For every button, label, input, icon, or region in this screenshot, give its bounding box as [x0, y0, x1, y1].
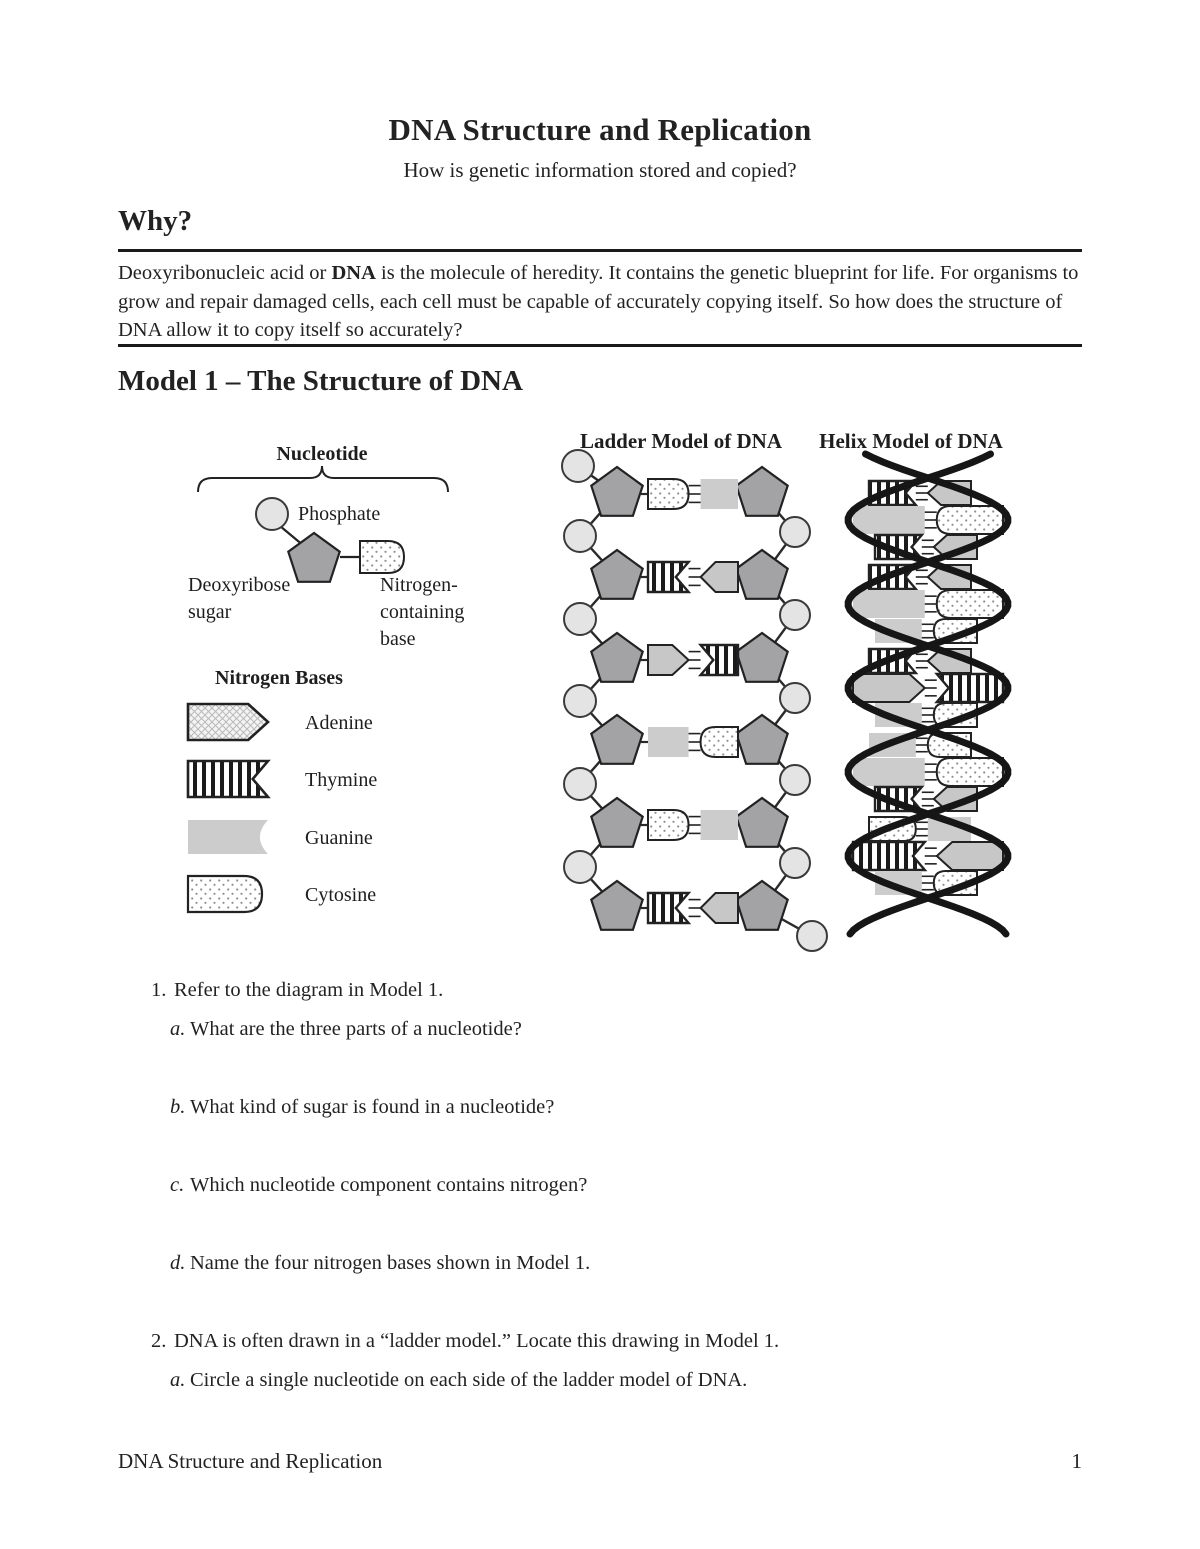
base-shape-C [937, 758, 1003, 786]
why-intro: Deoxyribonucleic acid or [118, 262, 332, 284]
nucleotide-diagram [188, 443, 464, 650]
phosphate-circle [780, 848, 810, 878]
questions-section [118, 976, 1084, 1444]
sugar-label: sugar [188, 601, 232, 623]
question-sub-text: What are the three parts of a nucleotide? [190, 1018, 522, 1040]
page-title: DNA Structure and Replication [388, 112, 812, 147]
base-pair-GC [648, 727, 738, 757]
phosphate-circle [780, 517, 810, 547]
question-sub-text: Name the four nitrogen bases shown in Model 1. [190, 1252, 591, 1274]
phosphate-circle [564, 603, 596, 635]
sugar-pentagon [736, 550, 787, 599]
question-number: 1. [151, 979, 167, 1001]
nucleotide-title: Nucleotide [276, 443, 368, 465]
model1-figure [100, 428, 1100, 976]
base-shape-A [701, 562, 738, 592]
ladder-model [562, 429, 827, 951]
base-shape-G [188, 820, 268, 854]
question-item [118, 976, 1084, 1004]
base-shape-T [701, 645, 738, 675]
why-paragraph [118, 259, 1084, 345]
question-sub-text: Which nucleotide component contains nitrogen? [190, 1174, 588, 1196]
legend-label: Guanine [305, 827, 373, 849]
base-pair-AT [853, 674, 1003, 702]
base-shape-A [701, 893, 738, 923]
base-pair-TA [648, 893, 738, 923]
question-item [118, 1327, 1084, 1355]
sugar-label: Deoxyribose [188, 574, 291, 596]
divider-rule-top [118, 249, 1082, 252]
model1-diagram [100, 428, 1100, 976]
phosphate-circle [564, 851, 596, 883]
base-shape-C [648, 810, 689, 840]
legend-item-adenine [188, 704, 373, 740]
base-pair-AT [648, 645, 738, 675]
phosphate-circle [780, 765, 810, 795]
legend-item-cytosine [188, 876, 376, 912]
base-label: containing [380, 601, 465, 623]
base-shape-A [188, 704, 268, 740]
legend-item-guanine [188, 820, 373, 854]
question-sub-letter: a. [170, 1018, 186, 1040]
question-number: 2. [151, 1330, 167, 1352]
phosphate-circle [797, 921, 827, 951]
base-pair-TA [648, 562, 738, 592]
page-footer [118, 1449, 1082, 1474]
base-shape-G [853, 758, 925, 786]
base-label: base [380, 628, 416, 650]
base-shape-A [648, 645, 689, 675]
base-shape-C [360, 541, 404, 573]
phosphate-circle [780, 600, 810, 630]
phosphate-circle [256, 498, 288, 530]
question-sub-letter: a. [170, 1369, 186, 1391]
base-shape-G [648, 727, 689, 757]
question-sub-item [170, 1093, 1084, 1121]
base-shape-G [853, 590, 925, 618]
legend-label: Cytosine [305, 884, 377, 906]
footer-title: DNA Structure and Replication [118, 1449, 383, 1473]
base-shape-C [937, 506, 1003, 534]
question-sub-item [170, 1249, 1084, 1277]
base-shape-A [853, 674, 925, 702]
sugar-pentagon [736, 798, 787, 847]
phosphate-circle [564, 685, 596, 717]
question-sub-item [170, 1171, 1084, 1199]
base-pair-GC [853, 758, 1003, 786]
model1-heading: Model 1 – The Structure of DNA [118, 365, 523, 397]
base-pair-GC [853, 590, 1003, 618]
legend-label: Adenine [305, 712, 373, 734]
legend-label: Thymine [305, 769, 378, 791]
phosphate-label: Phosphate [298, 503, 381, 525]
question-sub-text: What kind of sugar is found in a nucleotide? [190, 1096, 555, 1118]
nucleotide-brace [198, 466, 448, 492]
question-sub-text: Circle a single nucleotide on each side of the ladder model of DNA. [190, 1369, 748, 1391]
base-shape-C [188, 876, 262, 912]
footer-page-number: 1 [1071, 1449, 1082, 1473]
base-pair-CG [648, 479, 738, 509]
base-shape-C [937, 590, 1003, 618]
base-shape-G [701, 810, 738, 840]
helix-model [819, 429, 1008, 934]
base-shape-C [701, 727, 738, 757]
legend-title: Nitrogen Bases [215, 667, 343, 689]
base-pair-TA [853, 842, 1003, 870]
base-shape-T [648, 562, 689, 592]
question-sub-letter: b. [170, 1096, 186, 1118]
question-sub-letter: c. [170, 1174, 185, 1196]
sugar-pentagon [736, 715, 787, 764]
phosphate-circle [564, 768, 596, 800]
base-shape-T [648, 893, 689, 923]
nitrogen-bases-legend [188, 667, 377, 912]
sugar-pentagon [736, 467, 787, 516]
sugar-pentagon [591, 467, 642, 516]
page-subtitle: How is genetic information stored and copied? [403, 158, 797, 182]
base-shape-T [853, 842, 925, 870]
question-sub-item [170, 1366, 1084, 1394]
why-bold-term: DNA [331, 262, 376, 284]
phosphate-circle [564, 520, 596, 552]
base-shape-C [648, 479, 689, 509]
divider-rule-bottom [118, 344, 1082, 347]
why-rest: is the molecule of heredity. It contains the genetic blueprint for life. For organisms to grow and repair damaged cells, each cell must be capable of accurately copying itself. So how does the structure of DNA allow it to copy itself so accurately? [118, 262, 1079, 341]
base-pair-GC [853, 506, 1003, 534]
sugar-pentagon [736, 881, 787, 930]
question-text: Refer to the diagram in Model 1. [174, 979, 444, 1001]
sugar-pentagon [736, 633, 787, 682]
helix-title: Helix Model of DNA [819, 429, 1003, 453]
question-text: DNA is often drawn in a “ladder model.” Locate this drawing in Model 1. [174, 1330, 780, 1352]
phosphate-circle [562, 450, 594, 482]
base-shape-T [188, 761, 268, 797]
base-shape-G [701, 479, 738, 509]
base-label: Nitrogen- [380, 574, 458, 596]
base-pair-CG [648, 810, 738, 840]
question-sub-item [170, 1015, 1084, 1043]
base-shape-G [853, 506, 925, 534]
why-heading: Why? [118, 205, 193, 237]
phosphate-circle [780, 683, 810, 713]
question-sub-letter: d. [170, 1252, 186, 1274]
ladder-title: Ladder Model of DNA [579, 429, 783, 453]
legend-item-thymine [188, 761, 377, 797]
base-shape-A [937, 842, 1003, 870]
base-shape-T [937, 674, 1003, 702]
